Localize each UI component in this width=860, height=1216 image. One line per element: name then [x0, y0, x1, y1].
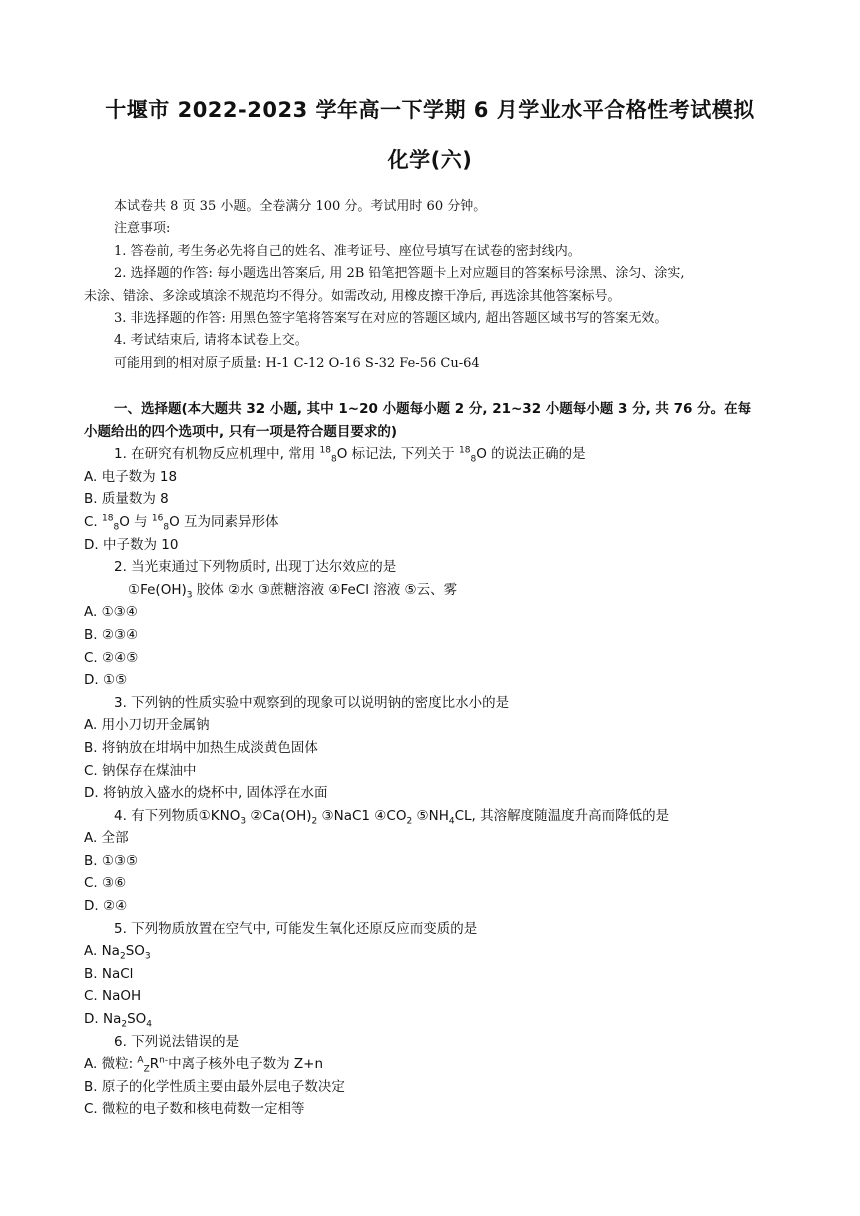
note-3: 3. 非选择题的作答: 用黑色签字笔将答案写在对应的答题区域内, 超出答题区域书写的答案无效。: [114, 310, 668, 326]
q1-option-b: B. 质量数为 8: [84, 491, 169, 508]
q3-option-d: D. 将钠放入盛水的烧杯中, 固体浮在水面: [84, 785, 328, 802]
question-1: 1. 在研究有机物反应机理中, 常用 $^{18}_8$O 标记法, 下列关于 $^{18}_8$O 的说法正确的是: [114, 445, 586, 465]
intro-line: 本试卷共 8 页 35 小题。全卷满分 100 分。考试用时 60 分钟。: [114, 199, 487, 214]
q4-option-d: D. ②④: [84, 898, 128, 915]
exam-title: 十堰市 2022-2023 学年高一下学期 6 月学业水平合格性考试模拟: [105, 98, 755, 122]
section-heading-1: 一、选择题(本大题共 32 小题, 其中 1~20 小题每小题 2 分, 21~32 小题每小题 3 分, 共 76 分。在每: [114, 401, 752, 417]
q6-option-a: A. 微粒: $^A_ZR^{n-}$中离子核外电子数为 Z+n: [84, 1055, 324, 1075]
q3-option-b: B. 将钠放在坩埚中加热生成淡黄色固体: [84, 739, 318, 756]
q3-option-c: C. 钠保存在煤油中: [84, 762, 197, 779]
exam-subtitle: 化学(六): [387, 148, 473, 172]
note-4: 4. 考试结束后, 请将本试卷上交。: [114, 333, 308, 349]
atomic-masses: 可能用到的相对原子质量: H-1 C-12 O-16 S-32 Fe-56 Cu-64: [114, 355, 480, 371]
note-1: 1. 答卷前, 考生务必先将自己的姓名、准考证号、座位号填写在试卷的密封线内。: [114, 243, 581, 259]
question-4: 4. 有下列物质$①KNO_3$ $②Ca(OH)_2$ ③NaC1 $④CO_2$ $⑤NH_4CL$, 其溶解度随温度升高而降低的是: [114, 807, 670, 827]
section-heading-2: 小题给出的四个选项中, 只有一项是符合题目要求的): [84, 423, 397, 440]
question-5: 5. 下列物质放置在空气中, 可能发生氧化还原反应而变质的是: [114, 920, 478, 937]
note-2b: 未涂、错涂、多涂或填涂不规范均不得分。如需改动, 用橡皮擦干净后, 再选涂其他答案标号。: [84, 288, 621, 304]
q6-option-b: B. 原子的化学性质主要由最外层电子数决定: [84, 1078, 345, 1095]
q2-items: $①Fe(OH)_3$ 胶体 ②水 ③蔗糖溶液 ④FeCl 溶液 ⑤云、雾: [128, 581, 458, 601]
q1-option-c: C. $^{18}_8$O 与 $^{16}_8$O 互为同素异形体: [84, 513, 279, 533]
notes-heading: 注意事项:: [114, 221, 171, 237]
q2-option-c: C. ②④⑤: [84, 649, 139, 666]
q5-option-d: D. $Na_2SO_4$: [84, 1011, 153, 1030]
q4-option-b: B. ①③⑤: [84, 852, 139, 869]
instructions-block: [84, 196, 784, 375]
q5-option-c: C. NaOH: [84, 988, 142, 1005]
q4-option-a: A. 全部: [84, 830, 129, 847]
q6-option-c: C. 微粒的电子数和核电荷数一定相等: [84, 1101, 305, 1118]
q2-option-a: A. ①③④: [84, 604, 138, 621]
questions-body: [84, 398, 784, 1121]
q2-option-d: D. ①⑤: [84, 672, 128, 689]
q3-option-a: A. 用小刀切开金属钠: [84, 717, 210, 734]
q1-option-a: A. 电子数为 18: [84, 468, 178, 485]
q5-option-b: B. NaCl: [84, 965, 134, 982]
question-3: 3. 下列钠的性质实验中观察到的现象可以说明钠的密度比水小的是: [114, 694, 510, 711]
question-6: 6. 下列说法错误的是: [114, 1033, 240, 1050]
q2-option-b: B. ②③④: [84, 626, 139, 643]
q1-option-d: D. 中子数为 10: [84, 536, 179, 553]
q4-option-c: C. ③⑥: [84, 875, 127, 892]
q5-option-a: A. $Na_2SO_3$: [84, 943, 151, 962]
question-2: 2. 当光束通过下列物质时, 出现丁达尔效应的是: [114, 559, 397, 576]
note-2a: 2. 选择题的作答: 每小题选出答案后, 用 2B 铅笔把答题卡上对应题目的答案标号涂黑、涂匀、涂实,: [114, 266, 685, 282]
